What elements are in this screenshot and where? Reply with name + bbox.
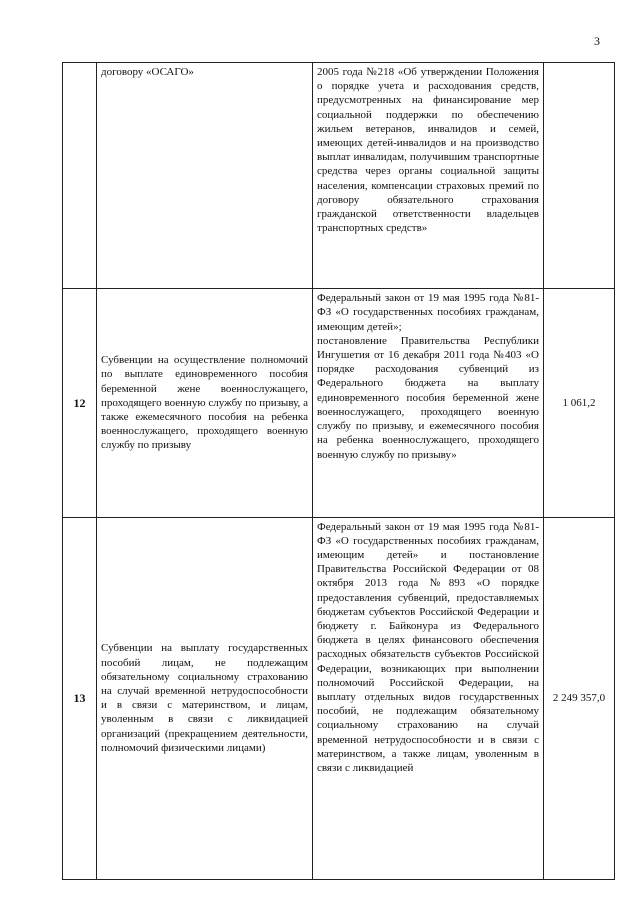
subvention-name: Субвенции на осуществление полномочий по выплате единовременного пособия беременной жене военнослужащего, проходящего военную службу по призыву, а также ежемесячного пособия на ребенка военнослужащего, проходящего военную службу по призыву [97, 289, 313, 517]
row-number [63, 63, 97, 289]
table-row [63, 63, 615, 289]
amount: 1 061,2 [544, 289, 615, 517]
page-number: 3 [594, 34, 600, 48]
amount: 2 249 357,0 [544, 517, 615, 879]
budget-table [62, 62, 615, 880]
legal-basis: Федеральный закон от 19 мая 1995 года №81-ФЗ «О государственных пособиях гражданам, имеющим детей»; постановление Правительства Республики Ингушетия от 16 декабря 2011 года №403 «О порядке расходования субвенций из Федерального бюджета на выплату единовременного пособия беременной жене военнослужащего, проходящего военную службу по призыву, и ежемесячного пособия на ребенка военнослужащего, проходящего военную службу по призыву» [313, 289, 544, 517]
row-number: 13 [63, 517, 97, 879]
legal-basis: Федеральный закон от 19 мая 1995 года №81-ФЗ «О государственных пособиях гражданам, имеющим детей» и постановление Правительства Российской Федерации от 08 октября 2013 года №893 «О порядке предоставления субвенций, предоставляемых бюджетам субъектов Российской Федерации и бюджету г. Байконура из Федерального бюджета в целях финансового обеспечения расходных обязательств субъектов Российской Федерации, возникающих при выполнении полномочий Российской Федерации, на выплату отдельных видов государственных пособий, не подлежащим обязательному социальному страхованию на случай временной нетрудоспособности и в связи с материнством, а также лицам, уволенным в связи с ликвидацией [313, 517, 544, 879]
table-row [63, 289, 615, 517]
table-row [63, 517, 615, 879]
legal-basis: 2005 года №218 «Об утверждении Положения о порядке учета и расходования средств, предусмотренных на финансирование мер социальной поддержки по обеспечению жильем ветеранов, инвалидов и семей, имеющих детей-инвалидов и на производство выплат инвалидам, получившим транспортные средства через органы социальной защиты населения, компенсации страховых премий по договору обязательного страхования гражданской ответственности владельцев транспортных средств» [313, 63, 544, 289]
amount [544, 63, 615, 289]
subvention-name: Субвенции на выплату государственных пособий лицам, не подлежащим обязательному социальному страхованию на случай временной нетрудоспособности и в связи с материнством, и лицам, уволенным в связи с ликвидацией организаций (прекращением деятельности, полномочий физическими лицами) [97, 517, 313, 879]
subvention-name: договору «ОСАГО» [97, 63, 313, 289]
row-number: 12 [63, 289, 97, 517]
